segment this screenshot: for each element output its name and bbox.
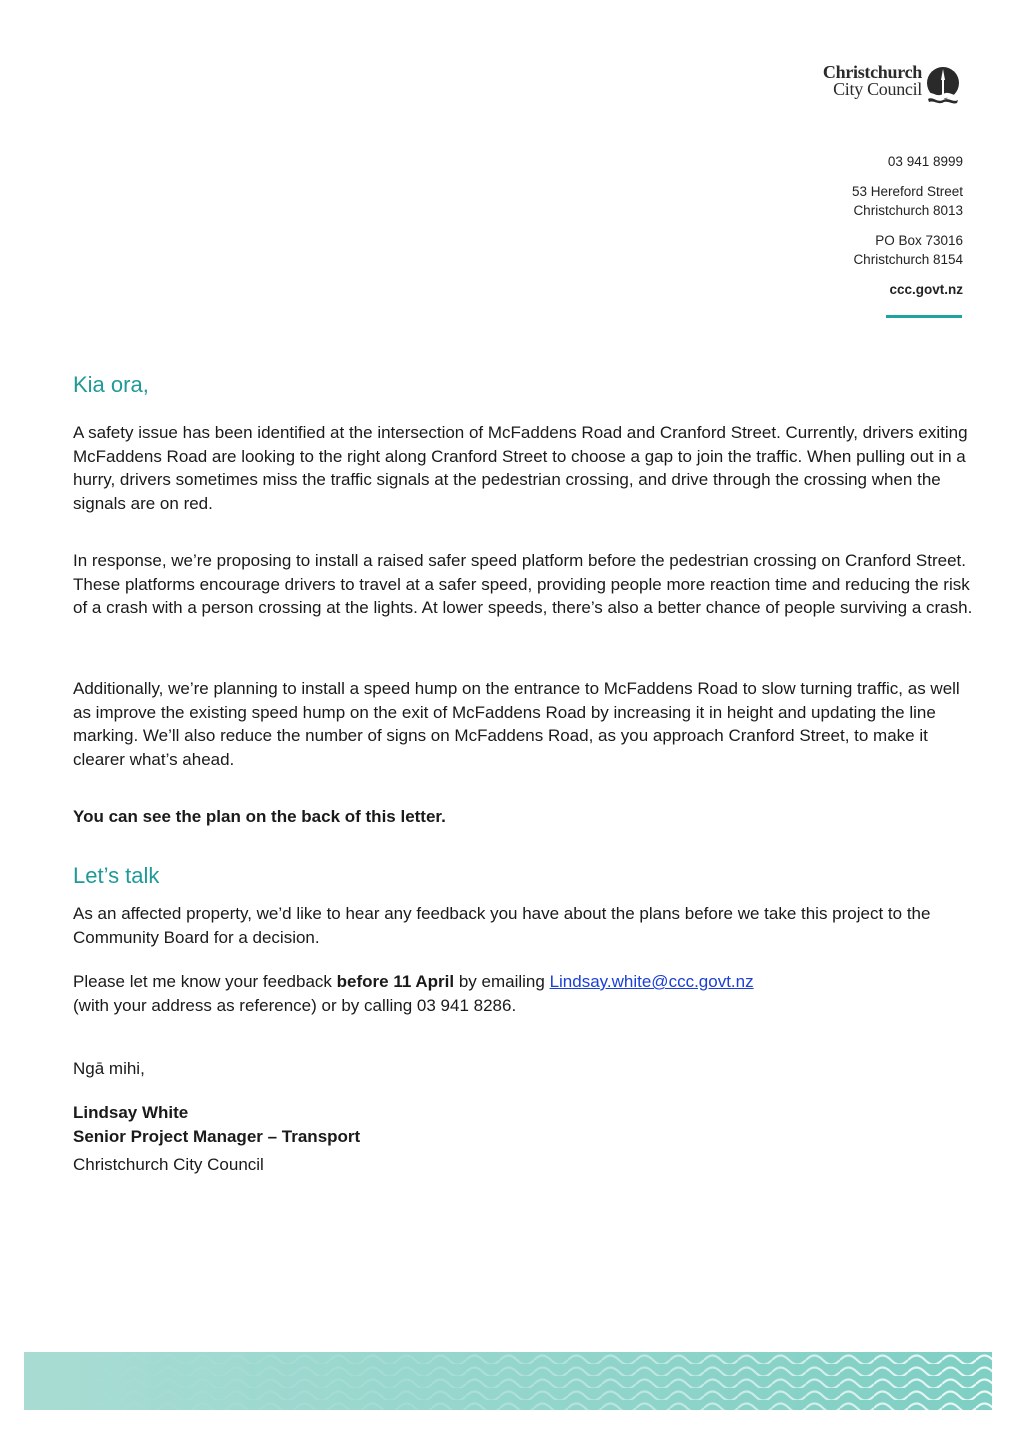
contact-city-1: Christchurch 8013	[853, 203, 963, 218]
contact-pobox: PO Box 73016	[875, 232, 963, 248]
signoff: Ngā mihi,	[73, 1059, 145, 1078]
footer-wave-band	[24, 1352, 992, 1410]
logo-line-1: Christchurch	[822, 62, 922, 82]
feedback-pre: Please let me know your feedback	[73, 972, 337, 991]
paragraph-safety-issue: A safety issue has been identified at the intersection of McFaddens Road and Cranford Street. Currently, drivers exiting McFaddens Road are looking to the right along Cranford Street to choose a gap to join the traffic. When pulling out in a hurry, drivers sometimes miss the traffic signals at the pedestrian crossing, and drive through the crossing when the signals are on red.	[73, 423, 968, 513]
paragraph-response: In response, we’re proposing to install a raised safer speed platform before the pedestrian crossing on Cranford Street. These platforms encourage drivers to travel at a safer speed, providing people more reaction time and reducing the risk of a crash with a person crossing at the lights. At lower speeds, there’s also a better chance of people surviving a crash.	[73, 551, 973, 617]
council-logo	[800, 64, 970, 108]
contact-street: 53 Hereford Street	[851, 183, 963, 199]
contact-city-2: Christchurch 8154	[853, 252, 963, 267]
paragraph-lets-talk: As an affected property, we’d like to hear any feedback you have about the plans before we take this project to the Community Board for a decision.	[73, 904, 931, 947]
contact-website: ccc.govt.nz	[889, 281, 963, 297]
feedback-deadline: before 11 April	[336, 972, 455, 991]
paragraph-feedback	[73, 970, 973, 1017]
plan-note: You can see the plan on the back of this letter.	[73, 807, 446, 826]
feedback-mid: by emailing	[454, 972, 550, 991]
cathedral-icon	[924, 66, 962, 104]
paragraph-additional: Additionally, we’re planning to install a speed hump on the entrance to McFaddens Road to slow turning traffic, as well as improve the existing speed hump on the exit of McFaddens Road by increasing it in height and updating the line marking. We’ll also reduce the number of signs on McFaddens Road, as you approach Cranford Street, to make it clearer what’s ahead.	[73, 679, 960, 769]
contact-phone: 03 941 8999	[887, 154, 963, 169]
feedback-post: (with your address as reference) or by calling 03 941 8286.	[73, 995, 517, 1015]
signer-title: Senior Project Manager – Transport	[73, 1127, 361, 1146]
logo-line-2: City Council	[833, 79, 922, 99]
signer-name: Lindsay White	[73, 1103, 189, 1122]
contact-divider	[886, 315, 962, 318]
lets-talk-heading: Let’s talk	[73, 863, 160, 888]
email-link[interactable]: Lindsay.white@ccc.govt.nz	[549, 972, 754, 991]
contact-block	[723, 152, 963, 299]
signer-organisation: Christchurch City Council	[73, 1155, 264, 1174]
logo-wordmark	[823, 64, 922, 98]
greeting-heading: Kia ora,	[73, 372, 149, 397]
